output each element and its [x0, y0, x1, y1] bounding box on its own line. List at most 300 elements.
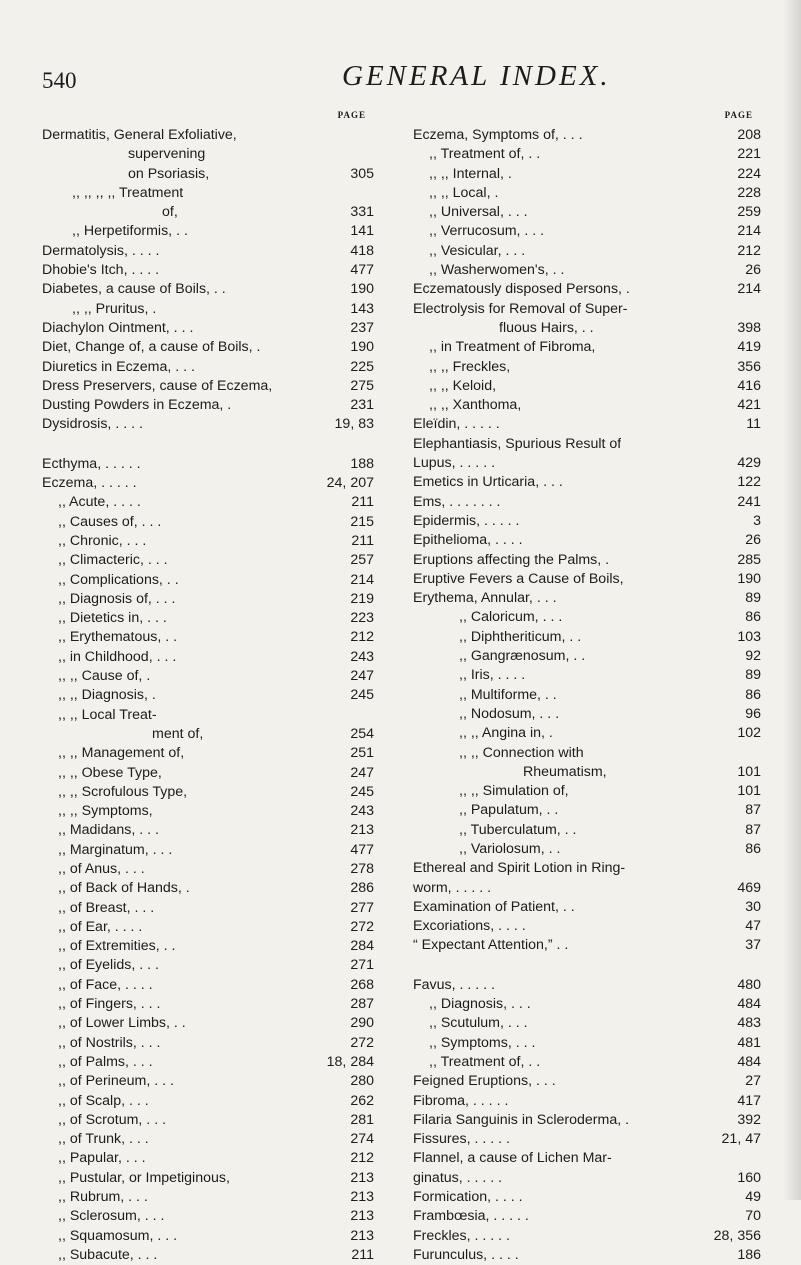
index-entry — [413, 744, 761, 763]
index-entry — [413, 782, 761, 801]
entry-page: 11 — [746, 416, 761, 433]
entry-term: ,, Multiforme, . . — [459, 686, 557, 703]
index-entry — [413, 570, 761, 589]
entry-page: 214 — [737, 223, 761, 240]
entry-page: 277 — [350, 899, 374, 916]
index-entry — [413, 1111, 761, 1130]
index-entries-right — [413, 126, 761, 1265]
entry-page: 392 — [737, 1111, 761, 1128]
index-entry — [413, 821, 761, 840]
entry-page — [368, 184, 374, 203]
entry-term: ,, ,, Xanthoma, — [429, 397, 522, 414]
index-entry — [42, 783, 374, 802]
entry-term: ,, Scutulum, . . . — [429, 1015, 528, 1032]
entry-page: 26 — [745, 532, 761, 549]
entry-term: ,, of Eyelids, . . . — [58, 957, 159, 974]
entry-page: 213 — [350, 1208, 374, 1225]
index-entry — [42, 648, 374, 667]
index-entry — [42, 1092, 374, 1111]
entry-term: on Psoriasis, — [128, 165, 210, 182]
entry-page — [368, 145, 374, 164]
index-entry — [42, 280, 374, 299]
entry-page: 18, 284 — [326, 1053, 374, 1070]
entry-page: 27 — [745, 1073, 761, 1090]
entry-page: 287 — [350, 996, 374, 1013]
entry-page: 49 — [745, 1189, 761, 1206]
entry-term: ,, Marginatum, . . . — [58, 841, 173, 858]
entry-page: 212 — [350, 1150, 374, 1167]
entry-term: “ Expectant Attention,” . . — [413, 937, 569, 954]
index-entry — [413, 512, 761, 531]
entry-page: 477 — [350, 841, 374, 858]
entry-term: ,, Rubrum, . . . — [58, 1189, 148, 1206]
entry-page: 429 — [737, 455, 761, 472]
entry-page: 251 — [350, 745, 374, 762]
entry-page: 245 — [350, 783, 374, 800]
index-entry — [413, 184, 761, 203]
entry-term: Examination of Patient, . . — [413, 898, 575, 915]
entry-page: 122 — [737, 474, 761, 491]
entry-page: 356 — [737, 358, 761, 375]
entry-term: ,, Tuberculatum, . . — [459, 821, 577, 838]
entry-term: ginatus, . . . . . — [413, 1169, 503, 1186]
entry-term: ,, Dietetics in, . . . — [58, 610, 167, 627]
index-entry — [42, 493, 374, 512]
entry-page: 86 — [745, 840, 761, 857]
index-entry — [413, 1014, 761, 1033]
entry-page: 214 — [350, 571, 374, 588]
entry-term: Fissures, . . . . . — [413, 1131, 510, 1148]
index-entry — [413, 801, 761, 820]
entry-term: Dusting Powders in Eczema, . — [42, 397, 232, 414]
entry-term: Lupus, . . . . . — [413, 455, 496, 472]
entry-term: Frambœsia, . . . . . — [413, 1208, 529, 1225]
entry-page: 213 — [350, 1189, 374, 1206]
index-entry — [42, 222, 374, 241]
entry-term: Filaria Sanguinis in Scleroderma, . — [413, 1111, 630, 1128]
entry-page: 247 — [350, 668, 374, 685]
entry-page: 101 — [737, 763, 761, 780]
index-entry — [42, 1130, 374, 1149]
entry-page: 213 — [350, 1169, 374, 1186]
entry-term: ,, of Back of Hands, . — [58, 880, 190, 897]
index-entry — [413, 705, 761, 724]
entry-term: Ems, . . . . . . . — [413, 493, 501, 510]
index-entry — [413, 1188, 761, 1207]
entry-term: ,, ,, Keloid, — [429, 377, 497, 394]
page-column-label: PAGE — [724, 110, 753, 120]
index-entry — [413, 203, 761, 222]
entry-term: Rheumatism, — [523, 763, 607, 780]
entry-page: 37 — [745, 937, 761, 954]
entry-term: ,, Washerwomen's, . . — [429, 262, 565, 279]
entry-term: ,, Iris, . . . . — [459, 667, 526, 684]
index-entry — [42, 1111, 374, 1130]
entry-term: Eczema, . . . . . — [42, 475, 137, 492]
index-entry — [413, 666, 761, 685]
index-entry — [413, 1072, 761, 1091]
entry-page: 331 — [350, 204, 374, 221]
index-column-right — [413, 110, 761, 1265]
entry-page: 103 — [737, 628, 761, 645]
entry-page: 419 — [737, 339, 761, 356]
index-entry — [42, 976, 374, 995]
entry-term: ,, Caloricum, . . . — [459, 609, 563, 626]
entry-term: ,, of Anus, . . . — [58, 860, 145, 877]
entry-term: Eczematously disposed Persons, . — [413, 281, 630, 298]
entry-page: 271 — [350, 957, 374, 974]
entry-term: ,, of Extremities, . . — [58, 938, 176, 955]
index-entry — [42, 841, 374, 860]
index-entry — [413, 763, 761, 782]
entry-term: ,, Treatment of, . . — [429, 146, 541, 163]
entry-page: 190 — [350, 339, 374, 356]
index-entry — [413, 280, 761, 299]
index-entry — [413, 242, 761, 261]
entry-page: 243 — [350, 648, 374, 665]
entry-term: ,, Erythematous, . . — [58, 629, 178, 646]
entry-term: Furunculus, . . . . — [413, 1246, 519, 1263]
index-entry — [413, 415, 761, 434]
entry-term: Dysidrosis, . . . . — [42, 416, 143, 433]
entry-page: 186 — [737, 1246, 761, 1263]
entry-page: 272 — [350, 918, 374, 935]
index-entry — [413, 454, 761, 473]
entry-page: 241 — [737, 493, 761, 510]
page-number: 540 — [42, 68, 77, 93]
entry-page: 19, 83 — [334, 416, 374, 433]
entry-page: 231 — [350, 397, 374, 414]
index-entry — [413, 686, 761, 705]
index-entry — [42, 686, 374, 705]
index-entry — [413, 1246, 761, 1265]
index-entry — [42, 1207, 374, 1226]
entry-term: ,, of Ear, . . . . — [58, 918, 143, 935]
index-entry — [413, 647, 761, 666]
entry-term: ,, ,, Cause of, . — [58, 668, 151, 685]
index-entry — [42, 1034, 374, 1053]
index-entry — [42, 242, 374, 261]
index-entry — [42, 879, 374, 898]
index-entry — [42, 725, 374, 744]
entry-term: ,, of Scrotum, . . . — [58, 1111, 167, 1128]
entry-term: ,, ,, Local, . — [429, 184, 499, 201]
index-entry — [42, 571, 374, 590]
entry-term: Ecthyma, . . . . . — [42, 455, 141, 472]
entry-term: ment of, — [152, 725, 204, 742]
index-entry — [42, 590, 374, 609]
index-entry — [42, 300, 374, 319]
entry-term: ,, Papular, . . . — [58, 1150, 146, 1167]
entry-page: 284 — [350, 938, 374, 955]
index-entry — [42, 937, 374, 956]
entry-term: Emetics in Urticaria, . . . — [413, 474, 563, 491]
entry-page: 212 — [737, 242, 761, 259]
entry-term: ,, of Perineum, . . . — [58, 1073, 174, 1090]
index-entry — [413, 1227, 761, 1246]
entry-term: ,, ,, Scrofulous Type, — [58, 783, 188, 800]
entry-page: 290 — [350, 1015, 374, 1032]
index-entry — [42, 1188, 374, 1207]
entry-term: ,, ,, Simulation of, — [459, 783, 569, 800]
index-entry — [42, 1053, 374, 1072]
index-entry — [413, 840, 761, 859]
entry-term: Eruptions affecting the Palms, . — [413, 551, 610, 568]
entry-page: 223 — [350, 610, 374, 627]
entry-term: ,, ,, Local Treat- — [58, 706, 157, 723]
entry-page: 219 — [350, 590, 374, 607]
index-entry — [413, 165, 761, 184]
index-entry — [413, 222, 761, 241]
entry-page — [755, 859, 761, 878]
entry-page: 24, 207 — [326, 475, 374, 492]
entry-page: 417 — [737, 1092, 761, 1109]
entry-term: ,, Acute, . . . . — [58, 494, 141, 511]
index-entry — [42, 1169, 374, 1188]
index-entry — [42, 764, 374, 783]
entry-page — [755, 1149, 761, 1168]
entry-term: worm, . . . . . — [413, 879, 492, 896]
index-entry — [413, 377, 761, 396]
index-entry — [413, 300, 761, 319]
entry-term: ,, in Childhood, . . . — [58, 648, 177, 665]
entry-page: 243 — [350, 803, 374, 820]
index-entry — [413, 493, 761, 512]
index-entry — [42, 145, 374, 164]
entry-term: ,, of Lower Limbs, . . — [58, 1015, 186, 1032]
index-entry — [413, 1169, 761, 1188]
entry-term: Diabetes, a cause of Boils, . . — [42, 281, 226, 298]
entry-page: 275 — [350, 377, 374, 394]
entry-term: ,, Complications, . . — [58, 571, 179, 588]
entry-term: ,, Gangrænosum, . . — [459, 648, 586, 665]
entry-term: ,, Vesicular, . . . — [429, 242, 526, 259]
entry-page: 213 — [350, 1227, 374, 1244]
entry-term: ,, ,, Connection with — [459, 744, 584, 761]
index-entry — [42, 918, 374, 937]
index-entry — [42, 165, 374, 184]
index-entry — [413, 473, 761, 492]
entry-term: Excoriations, . . . . — [413, 918, 526, 935]
entry-page: 477 — [350, 262, 374, 279]
index-entry — [413, 531, 761, 550]
entry-term: Eleïdin, . . . . . — [413, 416, 500, 433]
index-entry — [42, 609, 374, 628]
entry-term: Formication, . . . . — [413, 1189, 523, 1206]
index-entry — [413, 396, 761, 415]
entry-page: 272 — [350, 1034, 374, 1051]
entry-page: 416 — [737, 377, 761, 394]
entry-page: 305 — [350, 165, 374, 182]
entry-page: 247 — [350, 764, 374, 781]
index-entry — [42, 821, 374, 840]
entry-page: 418 — [350, 242, 374, 259]
entry-term: ,, ,, Obese Type, — [58, 764, 162, 781]
entry-page: 481 — [737, 1034, 761, 1051]
entry-term: ,, Papulatum, . . — [459, 802, 559, 819]
entry-term: Erythema, Annular, . . . — [413, 590, 557, 607]
entry-term: Favus, . . . . . — [413, 976, 495, 993]
entry-term: ,, Diphtheriticum, . . — [459, 628, 582, 645]
entry-term: Electrolysis for Removal of Super- — [413, 300, 628, 317]
index-entry — [413, 551, 761, 570]
index-entry — [413, 995, 761, 1014]
entry-term: ,, Symptoms, . . . — [429, 1034, 536, 1051]
page-header — [42, 60, 762, 100]
entry-term: Dermatolysis, . . . . — [42, 242, 160, 259]
entry-page: 101 — [737, 783, 761, 800]
entry-page: 141 — [350, 223, 374, 240]
entry-page: 286 — [350, 880, 374, 897]
entry-term: Eruptive Fevers a Cause of Boils, — [413, 570, 624, 587]
entry-page: 224 — [737, 165, 761, 182]
index-entry — [413, 724, 761, 743]
entry-page: 484 — [737, 1053, 761, 1070]
entry-page: 86 — [745, 686, 761, 703]
index-entry — [42, 126, 374, 145]
index-entry — [42, 1227, 374, 1246]
entry-page: 70 — [745, 1208, 761, 1225]
entry-page: 281 — [350, 1111, 374, 1128]
entry-term: Diet, Change of, a cause of Boils, . — [42, 339, 261, 356]
entry-term: ,, Diagnosis, . . . — [429, 996, 531, 1013]
entry-page: 3 — [753, 512, 761, 529]
entry-page: 214 — [737, 281, 761, 298]
entry-page: 285 — [737, 551, 761, 568]
entry-term: ,, of Trunk, . . . — [58, 1131, 149, 1148]
entry-term: ,, of Face, . . . . — [58, 976, 153, 993]
entry-page: 86 — [745, 609, 761, 626]
index-entry — [42, 319, 374, 338]
entry-page: 212 — [350, 629, 374, 646]
index-entry — [413, 1207, 761, 1226]
index-entry — [42, 261, 374, 280]
entry-page: 28, 356 — [713, 1227, 761, 1244]
index-entry — [413, 1130, 761, 1149]
entry-page: 188 — [350, 455, 374, 472]
index-entry — [413, 126, 761, 145]
entry-term: ,, of Palms, . . . — [58, 1053, 153, 1070]
entry-term: ,, ,, Symptoms, — [58, 803, 153, 820]
index-entry — [42, 358, 374, 377]
entry-term: ,, ,, Pruritus, . — [72, 300, 157, 317]
index-entries-left — [42, 126, 374, 1265]
index-entry — [42, 860, 374, 879]
entry-page: 190 — [737, 570, 761, 587]
index-entry — [42, 551, 374, 570]
entry-term: ,, Causes of, . . . — [58, 513, 162, 530]
index-entry — [42, 706, 374, 725]
index-entry — [42, 203, 374, 222]
entry-page: 274 — [350, 1131, 374, 1148]
entry-page — [755, 744, 761, 763]
entry-term: ,, Nodosum, . . . — [459, 705, 560, 722]
index-entry — [42, 744, 374, 763]
entry-term: ,, Chronic, . . . — [58, 532, 147, 549]
entry-page: 268 — [350, 976, 374, 993]
index-entry — [42, 667, 374, 686]
entry-term: ,, ,, Management of, — [58, 745, 185, 762]
entry-term: ,, of Breast, . . . — [58, 899, 155, 916]
index-entry — [42, 338, 374, 357]
entry-term: ,, Treatment of, . . — [429, 1053, 541, 1070]
entry-term: Dhobie's Itch, . . . . — [42, 262, 160, 279]
entry-term: Ethereal and Spirit Lotion in Ring- — [413, 860, 626, 877]
entry-term: Elephantiasis, Spurious Result of — [413, 435, 622, 452]
entry-term: ,, of Scalp, . . . — [58, 1092, 149, 1109]
index-entry — [42, 513, 374, 532]
index-entry — [42, 415, 374, 434]
entry-term: Dermatitis, General Exfoliative, — [42, 127, 237, 143]
index-column-left — [42, 110, 374, 1265]
entry-page: 280 — [350, 1073, 374, 1090]
entry-term: ,, Subacute, . . . — [58, 1246, 158, 1263]
entry-page: 254 — [350, 725, 374, 742]
entry-page: 89 — [745, 667, 761, 684]
entry-term: ,, in Treatment of Fibroma, — [429, 339, 596, 356]
entry-term: ,, Climacteric, . . . — [58, 552, 168, 569]
entry-page: 89 — [745, 590, 761, 607]
entry-page: 102 — [737, 725, 761, 742]
entry-term: fluous Hairs, . . — [499, 319, 594, 336]
entry-page: 87 — [745, 802, 761, 819]
entry-page — [755, 435, 761, 454]
entry-page: 469 — [737, 879, 761, 896]
entry-page: 211 — [351, 494, 374, 511]
entry-term: ,, Pustular, or Impetiginous, — [58, 1169, 230, 1186]
entry-term: supervening — [128, 146, 206, 163]
entry-page: 30 — [745, 898, 761, 915]
index-entry — [413, 628, 761, 647]
entry-term: ,, Diagnosis of, . . . — [58, 590, 176, 607]
entry-term: ,, Madidans, . . . — [58, 822, 159, 839]
entry-term: Feigned Eruptions, . . . — [413, 1073, 556, 1090]
index-entry — [42, 377, 374, 396]
entry-page: 143 — [350, 300, 374, 317]
entry-page — [368, 126, 374, 145]
entry-term: Freckles, . . . . . — [413, 1227, 510, 1244]
index-entry — [42, 1246, 374, 1265]
entry-term: ,, Variolosum, . . — [459, 840, 561, 857]
entry-page: 215 — [350, 513, 374, 530]
entry-page: 208 — [737, 127, 761, 143]
entry-page: 262 — [350, 1092, 374, 1109]
entry-page: 87 — [745, 821, 761, 838]
entry-term: of, — [162, 204, 178, 221]
index-entry — [413, 319, 761, 338]
index-entry — [413, 358, 761, 377]
index-entry — [413, 1053, 761, 1072]
entry-page: 211 — [351, 1246, 374, 1263]
entry-term: Eczema, Symptoms of, . . . — [413, 127, 583, 143]
index-entry — [42, 1072, 374, 1091]
entry-page: 421 — [737, 397, 761, 414]
entry-term: ,, Sclerosum, . . . — [58, 1208, 165, 1225]
entry-term: ,, Squamosum, . . . — [58, 1227, 178, 1244]
entry-page — [368, 706, 374, 725]
entry-term: Diuretics in Eczema, . . . — [42, 358, 195, 375]
entry-page: 92 — [745, 648, 761, 665]
index-entry — [413, 917, 761, 936]
entry-term: ,, ,, Diagnosis, . — [58, 687, 156, 704]
entry-term: ,, ,, Freckles, — [429, 358, 511, 375]
index-entry — [413, 338, 761, 357]
entry-page: 26 — [745, 262, 761, 279]
entry-page: 257 — [350, 552, 374, 569]
entry-page: 160 — [737, 1169, 761, 1186]
index-entry — [42, 532, 374, 551]
entry-page: 21, 47 — [721, 1131, 761, 1148]
